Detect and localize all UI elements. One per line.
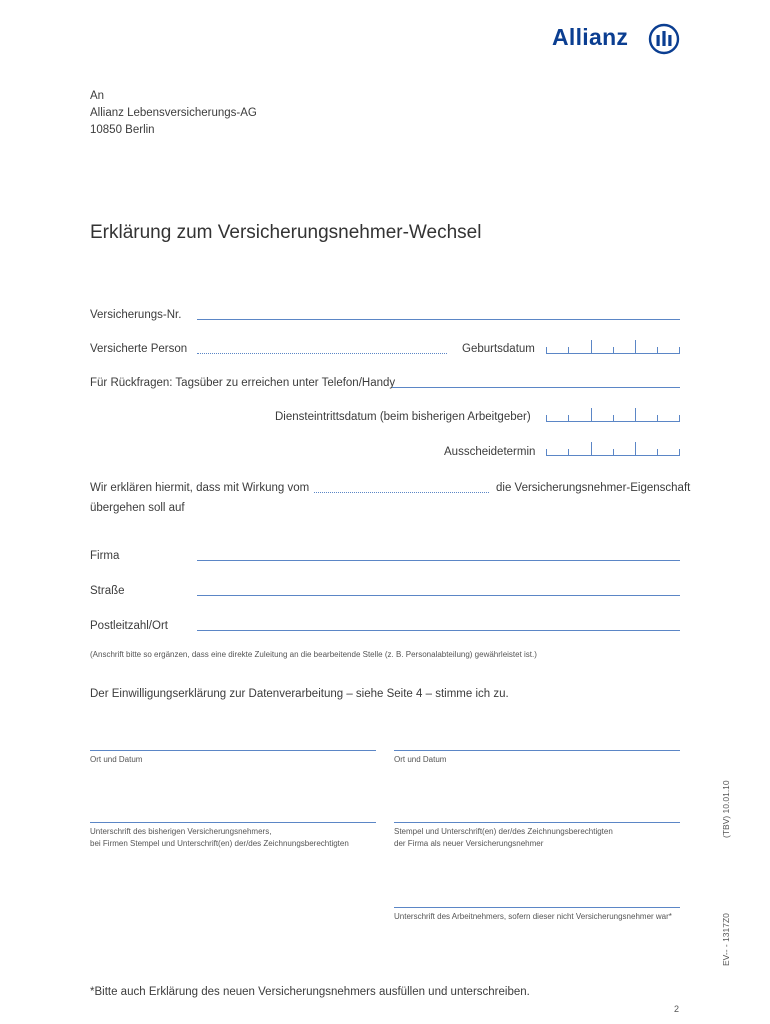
postal-city-field[interactable]: [197, 630, 680, 631]
address-line-3: 10850 Berlin: [90, 124, 155, 136]
place-date-left-label: Ort und Datum: [90, 755, 143, 764]
signature-left-label-2: bei Firmen Stempel und Unterschrift(en) der/des Zeichnungsberechtigten: [90, 839, 349, 848]
brand-name: Allianz: [552, 24, 629, 50]
consent-text: Der Einwilligungserklärung zur Datenverarbeitung – siehe Seite 4 – stimme ich zu.: [90, 688, 509, 700]
address-note: (Anschrift bitte so ergänzen, dass eine direkte Zuleitung an die bearbeitende Stelle (z. B. Personalabteilung) gewährleistet ist.): [90, 650, 537, 659]
allianz-eagle-bars-icon: [648, 23, 680, 55]
company-label: Firma: [90, 550, 120, 562]
form-code-date: (TBV) 10.01.10: [721, 780, 731, 838]
birth-date-field[interactable]: [546, 340, 680, 354]
insured-person-field[interactable]: [197, 353, 447, 354]
declaration-text-2: die Versicherungsnehmer-Eigenschaft: [496, 482, 691, 494]
signature-right-label-2: der Firma als neuer Versicherungsnehmer: [394, 839, 544, 848]
page-number: 2: [674, 1004, 680, 1014]
policy-number-field[interactable]: [197, 319, 680, 320]
entry-date-field[interactable]: [546, 408, 680, 422]
signature-left-label-1: Unterschrift des bisherigen Versicherungsnehmers,: [90, 827, 272, 836]
entry-date-label: Diensteintrittsdatum (beim bisherigen Arbeitgeber): [275, 411, 531, 423]
birth-date-label: Geburtsdatum: [462, 343, 535, 355]
signature-left-field[interactable]: [90, 822, 376, 823]
exit-date-field[interactable]: [546, 442, 680, 456]
place-date-right-field[interactable]: [394, 750, 680, 751]
declaration-text-1: Wir erklären hiermit, dass mit Wirkung vom: [90, 482, 310, 494]
street-label: Straße: [90, 585, 125, 597]
company-field[interactable]: [197, 560, 680, 561]
policy-number-label: Versicherungs-Nr.: [90, 309, 182, 321]
street-field[interactable]: [197, 595, 680, 596]
place-date-left-field[interactable]: [90, 750, 376, 751]
exit-date-label: Ausscheidetermin: [444, 446, 536, 458]
employee-signature-label: Unterschrift des Arbeitnehmers, sofern dieser nicht Versicherungsnehmer war*: [394, 912, 672, 921]
address-line-1: An: [90, 90, 105, 102]
address-line-2: Allianz Lebensversicherungs-AG: [90, 107, 257, 119]
phone-label: Für Rückfragen: Tagsüber zu erreichen unter Telefon/Handy: [90, 377, 396, 389]
signature-right-label-1: Stempel und Unterschrift(en) der/des Zeichnungsberechtigten: [394, 827, 613, 836]
page-title: Erklärung zum Versicherungsnehmer-Wechsel: [90, 222, 482, 243]
phone-field[interactable]: [392, 387, 680, 388]
form-code-number: EV-- - 1317Z0: [721, 913, 731, 966]
signature-right-field[interactable]: [394, 822, 680, 823]
declaration-text-3: übergehen soll auf: [90, 502, 185, 514]
effective-date-field[interactable]: [314, 492, 489, 493]
insured-person-label: Versicherte Person: [90, 343, 188, 355]
employee-signature-field[interactable]: [394, 907, 680, 908]
footnote: *Bitte auch Erklärung des neuen Versicherungsnehmers ausfüllen und unterschreiben.: [90, 986, 530, 998]
postal-city-label: Postleitzahl/Ort: [90, 620, 168, 632]
place-date-right-label: Ort und Datum: [394, 755, 447, 764]
